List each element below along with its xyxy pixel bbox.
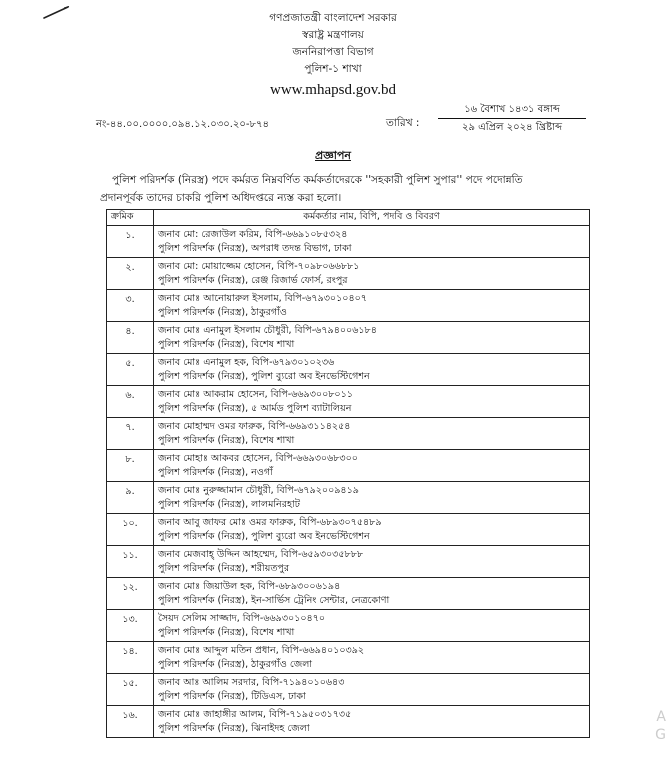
row-serial: ৯. [107,482,154,514]
column-header-serial: ক্রমিক [107,210,154,226]
letterhead-website[interactable]: www.mhapsd.gov.bd [270,82,396,98]
officer-name: জনাব মো: মোয়াজ্জেম হোসেন, বিপি-৭০৯৮০৬৬৮৮১ [158,260,360,272]
officer-post: পুলিশ পরিদর্শক (নিরস্ত্র), পুলিশ ব্যুরো অব ইনভেস্টিগেশন [158,530,370,542]
letterhead-ministry: স্বরাষ্ট্র মন্ত্রণালয় [302,29,364,41]
officer-post: পুলিশ পরিদর্শক (নিরস্ত্র), শরীয়তপুর [158,562,290,574]
date-bangla: ১৬ বৈশাখ ১৪৩১ বঙ্গাব্দ [438,102,586,119]
row-details [154,418,590,450]
table-row [107,578,590,610]
notification-title-text: প্রজ্ঞাপন [315,149,351,162]
notification-title [0,147,666,166]
overlay-faint-line: A G [655,709,666,743]
table-row [107,226,590,258]
row-details [154,642,590,674]
table-row [107,418,590,450]
row-details [154,226,590,258]
officer-post: পুলিশ পরিদর্শক (নিরস্ত্র), লালমনিরহাট [158,498,300,510]
officer-table [106,209,590,738]
officer-post: পুলিশ পরিদর্শক (নিরস্ত্র), অপরাধ তদন্ত বিভাগ, ঢাকা [158,242,352,254]
letterhead-division: জননিরাপত্তা বিভাগ [292,46,374,58]
row-serial: ১. [107,226,154,258]
officer-name: জনাব মোঃ জাহাঙ্গীর আলম, বিপি-৭১৯৫০৩১৭৩৫ [158,708,352,720]
officer-post: পুলিশ পরিদর্শক (নিরস্ত্র), রেঞ্জ রিজার্ভ ফোর্স, রংপুর [158,274,348,286]
overlay-faint-text [655,708,666,744]
row-serial: ১৩. [107,610,154,642]
memo-number: নং-৪৪.০০.০০০০.০৯৪.১২.০৩০.২০-৮৭৪ [96,119,270,130]
officer-name: জনাব মোঃ জিয়াউল হক, বিপি-৬৮৯৩০০৬১৯৪ [158,580,341,592]
officer-name: সৈয়দ সেলিম সাজ্জাদ, বিপি-৬৬৯৩০১০৪৭০ [158,612,326,624]
officer-post: পুলিশ পরিদর্শক (নিরস্ত্র), টিডিএস, ঢাকা [158,690,306,702]
officer-name: জনাব মোঃ এনামুল ইসলাম চৌধুরী, বিপি-৬৭৯৪০০৬১৮৪ [158,324,377,336]
row-details [154,578,590,610]
table-row [107,674,590,706]
letterhead [0,10,666,100]
row-serial: ৩. [107,290,154,322]
row-details [154,706,590,738]
officer-post: পুলিশ পরিদর্শক (নিরস্ত্র), ইন-সার্ভিস ট্রেনিং সেন্টার, নেত্রকোণা [158,594,390,606]
row-serial: ১৫. [107,674,154,706]
officer-name: জনাব মোহাম্মদ ওমর ফারুক, বিপি-৬৬৯৩১১৪২৫৪ [158,420,351,432]
row-details [154,482,590,514]
row-details [154,354,590,386]
row-serial: ২. [107,258,154,290]
table-row [107,386,590,418]
officer-post: পুলিশ পরিদর্শক (নিরস্ত্র), বিশেষ শাখা [158,434,295,446]
row-serial: ৪. [107,322,154,354]
officer-name: জনাব মোঃ আকরাম হোসেন, বিপি-৬৬৯৩০০৮০১১ [158,388,353,400]
row-serial: ১০. [107,514,154,546]
officer-name: জনাব মোঃ এনামুল হক, বিপি-৬৭৯৩০১০২৩৬ [158,356,335,368]
body-line-2: প্রদানপূর্বক তাদের চাকরি পুলিশ অধিদপ্তরে ন্যস্ত করা হলো। [100,192,342,204]
officer-post: পুলিশ পরিদর্শক (নিরস্ত্র), ঠাকুরগাঁও [158,306,287,318]
officer-table-body [107,226,590,738]
letterhead-branch: পুলিশ-১ শাখা [304,63,362,75]
table-header-row [107,210,590,226]
table-row [107,610,590,642]
row-serial: ৭. [107,418,154,450]
row-details [154,322,590,354]
table-row [107,354,590,386]
officer-name: জনাব আঃ আলিম সরদার, বিপি-৭১৯৪০১০৬৪৩ [158,676,345,688]
officer-post: পুলিশ পরিদর্শক (নিরস্ত্র), বিশেষ শাখা [158,626,295,638]
column-header-details: কর্মকর্তার নাম, বিপি, পদবি ও বিবরণ [154,210,590,226]
row-details [154,546,590,578]
officer-post: পুলিশ পরিদর্শক (নিরস্ত্র), পুলিশ ব্যুরো অব ইনভেস্টিগেশন [158,370,370,382]
date-english: ২৯ এপ্রিল ২০২৪ খ্রিষ্টাব্দ [461,122,563,133]
row-details [154,386,590,418]
officer-post: পুলিশ পরিদর্শক (নিরস্ত্র), ঠাকুরগাঁও জেলা [158,658,313,670]
table-row [107,450,590,482]
row-details [154,290,590,322]
officer-name: জনাব মোহাঃ আকবর হোসেন, বিপি-৬৬৯৩০৬৮৩০০ [158,452,358,464]
officer-name: জনাব মেজবাহ্ উদ্দিন আহম্মেদ, বিপি-৬৫৯৩০৩৫৮৮৮ [158,548,364,560]
letterhead-government: গণপ্রজাতন্ত্রী বাংলাদেশ সরকার [269,12,397,24]
row-details [154,258,590,290]
table-row [107,290,590,322]
table-row [107,482,590,514]
date-label: তারিখ : [386,117,420,129]
row-serial: ১২. [107,578,154,610]
row-serial: ৬. [107,386,154,418]
row-serial: ১১. [107,546,154,578]
table-row [107,258,590,290]
table-row [107,322,590,354]
row-serial: ১৬. [107,706,154,738]
officer-name: জনাব মোঃ আব্দুল মতিন প্রধান, বিপি-৬৬৯৪০১০৩৯২ [158,644,365,656]
table-row [107,546,590,578]
officer-name: জনাব মোঃ আনোয়ারুল ইসলাম, বিপি-৬৭৯৩০১০৪০৭ [158,292,367,304]
table-row [107,706,590,738]
table-row [107,642,590,674]
row-details [154,610,590,642]
officer-name: জনাব আবু জাফর মোঃ ওমর ফারুক, বিপি-৬৮৯৩০৭৫৪৮৯ [158,516,382,528]
officer-post: পুলিশ পরিদর্শক (নিরস্ত্র), ৫ আর্মড পুলিশ ব্যাটালিয়ন [158,402,352,414]
table-row [107,514,590,546]
row-serial: ১৪. [107,642,154,674]
officer-post: পুলিশ পরিদর্শক (নিরস্ত্র), ঝিনাইদহ জেলা [158,722,310,734]
officer-name: জনাব মো: রেজাউল করিম, বিপি-৬৬৯১০৮৫৩২৪ [158,228,348,240]
body-line-1: পুলিশ পরিদর্শক (নিরস্ত্র) পদে কর্মরত নিম্নবর্ণিত কর্মকর্তাদেরকে ''সহকারী পুলিশ সুপার'' পদে পদোন্নতি [112,174,523,186]
row-serial: ৫. [107,354,154,386]
row-details [154,674,590,706]
officer-post: পুলিশ পরিদর্শক (নিরস্ত্র), নওগাঁ [158,466,273,478]
row-serial: ৮. [107,450,154,482]
officer-name: জনাব মোঃ নুরুজ্জামান চৌধুরী, বিপি-৬৭৯২০০৯৪১৯ [158,484,359,496]
date-block [438,102,586,135]
row-details [154,514,590,546]
row-details [154,450,590,482]
officer-post: পুলিশ পরিদর্শক (নিরস্ত্র), বিশেষ শাখা [158,338,295,350]
